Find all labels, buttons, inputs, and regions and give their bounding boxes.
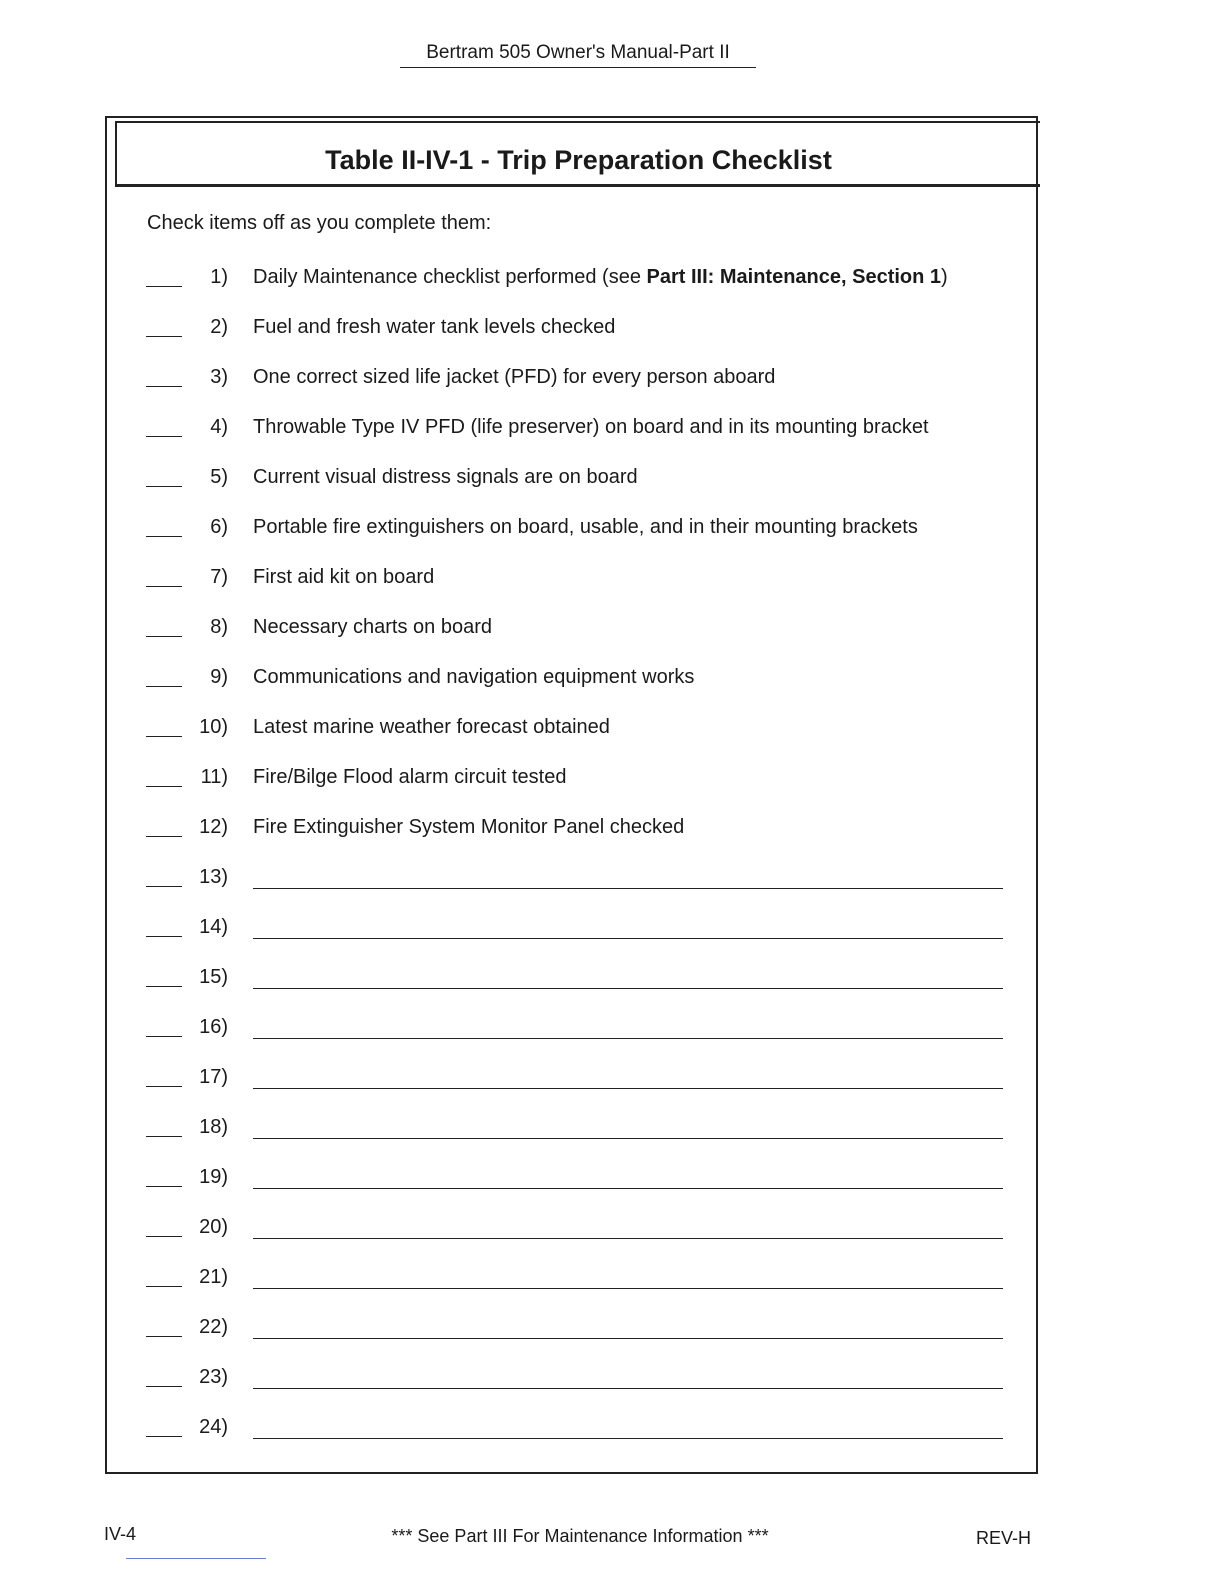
item-text-main: Portable fire extinguishers on board, usable, and in their mounting brackets: [253, 516, 918, 538]
checklist-item: [0, 512, 1224, 552]
item-text: [253, 766, 566, 789]
checklist-item: [0, 412, 1224, 452]
fill-in-line[interactable]: [253, 1238, 1003, 1239]
checklist-item: [0, 762, 1224, 802]
item-text: [253, 516, 918, 539]
item-number: 10): [199, 716, 228, 738]
checklist-item: [0, 712, 1224, 752]
check-off-blank[interactable]: [146, 336, 182, 337]
item-number: 3): [210, 366, 228, 388]
fill-in-line[interactable]: [253, 1338, 1003, 1339]
item-number: 4): [210, 416, 228, 438]
item-number: 17): [199, 1066, 228, 1088]
table-title: Table II-IV-1 - Trip Preparation Checklist: [325, 145, 832, 175]
fill-in-line[interactable]: [253, 1438, 1003, 1439]
fill-in-line[interactable]: [253, 988, 1003, 989]
fill-in-line[interactable]: [253, 1088, 1003, 1089]
item-number: 15): [199, 966, 228, 988]
checklist-item: [0, 1312, 1224, 1352]
table-title-bar: [115, 121, 1040, 187]
item-text: [253, 316, 615, 339]
item-number: 7): [210, 566, 228, 588]
item-number: 14): [199, 916, 228, 938]
checklist-item: [0, 1162, 1224, 1202]
item-text-main: Current visual distress signals are on board: [253, 466, 638, 488]
checklist-item: [0, 362, 1224, 402]
check-off-blank[interactable]: [146, 836, 182, 837]
item-text: [253, 716, 610, 739]
item-text-main: Fire/Bilge Flood alarm circuit tested: [253, 766, 567, 788]
checklist-item: [0, 612, 1224, 652]
item-number: 1): [210, 266, 228, 288]
check-off-blank[interactable]: [146, 786, 182, 787]
check-off-blank[interactable]: [146, 286, 182, 287]
check-off-blank[interactable]: [146, 436, 182, 437]
footer-revision: REV-H: [976, 1528, 1032, 1548]
item-text-main: One correct sized life jacket (PFD) for every person aboard: [253, 366, 776, 388]
checklist-item: [0, 1412, 1224, 1452]
check-off-blank[interactable]: [146, 986, 182, 987]
item-text-suffix: ): [941, 266, 948, 288]
item-text-main: Latest marine weather forecast obtained: [253, 716, 610, 738]
item-text: [253, 666, 694, 689]
checklist-item: [0, 312, 1224, 352]
item-text-main: Fuel and fresh water tank levels checked: [253, 316, 616, 338]
item-number: 8): [210, 616, 228, 638]
check-off-blank[interactable]: [146, 636, 182, 637]
checklist-item: [0, 562, 1224, 602]
item-text-main: Necessary charts on board: [253, 616, 493, 638]
item-number: 6): [210, 516, 228, 538]
check-off-blank[interactable]: [146, 736, 182, 737]
checklist-item: [0, 912, 1224, 952]
checklist-item: [0, 1112, 1224, 1152]
item-number: 22): [199, 1316, 228, 1338]
item-text: [253, 366, 775, 389]
item-text: [253, 466, 638, 489]
item-number: 18): [199, 1116, 228, 1138]
item-number: 19): [199, 1166, 228, 1188]
fill-in-line[interactable]: [253, 1188, 1003, 1189]
check-off-blank[interactable]: [146, 586, 182, 587]
fill-in-line[interactable]: [253, 1038, 1003, 1039]
check-off-blank[interactable]: [146, 1236, 182, 1237]
item-number: 16): [199, 1016, 228, 1038]
checklist-item: [0, 462, 1224, 502]
item-number: 11): [200, 766, 228, 788]
check-off-blank[interactable]: [146, 386, 182, 387]
item-text-main: First aid kit on board: [253, 566, 435, 588]
running-header: Bertram 505 Owner's Manual-Part II: [400, 42, 756, 68]
fill-in-line[interactable]: [253, 1138, 1003, 1139]
item-number: 21): [199, 1266, 228, 1288]
fill-in-line[interactable]: [253, 888, 1003, 889]
item-number: 13): [199, 866, 228, 888]
item-number: 5): [210, 466, 228, 488]
footer-note: *** See Part III For Maintenance Information ***: [391, 1526, 769, 1546]
checklist-item: [0, 1262, 1224, 1302]
checklist-item: [0, 1062, 1224, 1102]
footer-page-number: IV-4: [104, 1524, 137, 1544]
check-off-blank[interactable]: [146, 886, 182, 887]
checklist-item: [0, 662, 1224, 702]
item-number: 23): [199, 1366, 228, 1388]
checklist-item: [0, 1212, 1224, 1252]
check-off-blank[interactable]: [146, 1436, 182, 1437]
item-text: [253, 816, 684, 839]
item-number: 9): [210, 666, 228, 688]
fill-in-line[interactable]: [253, 938, 1003, 939]
check-off-blank[interactable]: [146, 936, 182, 937]
footer-link-underline: [126, 1558, 266, 1559]
item-text: [253, 616, 492, 639]
checklist-item: [0, 862, 1224, 902]
check-off-blank[interactable]: [146, 1336, 182, 1337]
item-text: [253, 266, 948, 289]
check-off-blank[interactable]: [146, 1036, 182, 1037]
item-text-main: Communications and navigation equipment works: [253, 666, 695, 688]
check-off-blank[interactable]: [146, 486, 182, 487]
checklist-item: [0, 262, 1224, 302]
item-text-main: Fire Extinguisher System Monitor Panel checked: [253, 816, 685, 838]
checklist-intro: Check items off as you complete them:: [147, 212, 492, 234]
checklist-item: [0, 1362, 1224, 1402]
item-number: 2): [210, 316, 228, 338]
check-off-blank[interactable]: [146, 1086, 182, 1087]
check-off-blank[interactable]: [146, 536, 182, 537]
checklist-item: [0, 962, 1224, 1002]
item-text: [253, 566, 434, 589]
item-text-reference: Part III: Maintenance, Section 1: [646, 266, 942, 288]
item-number: 20): [199, 1216, 228, 1238]
item-text-main: Daily Maintenance checklist performed (see: [253, 266, 647, 288]
check-off-blank[interactable]: [146, 686, 182, 687]
item-number: 12): [199, 816, 228, 838]
fill-in-line[interactable]: [253, 1288, 1003, 1289]
check-off-blank[interactable]: [146, 1136, 182, 1137]
item-text-main: Throwable Type IV PFD (life preserver) on board and in its mounting bracket: [253, 416, 929, 438]
check-off-blank[interactable]: [146, 1386, 182, 1387]
item-number: 24): [199, 1416, 228, 1438]
checklist-item: [0, 812, 1224, 852]
check-off-blank[interactable]: [146, 1186, 182, 1187]
checklist-item: [0, 1012, 1224, 1052]
item-text: [253, 416, 929, 439]
check-off-blank[interactable]: [146, 1286, 182, 1287]
fill-in-line[interactable]: [253, 1388, 1003, 1389]
